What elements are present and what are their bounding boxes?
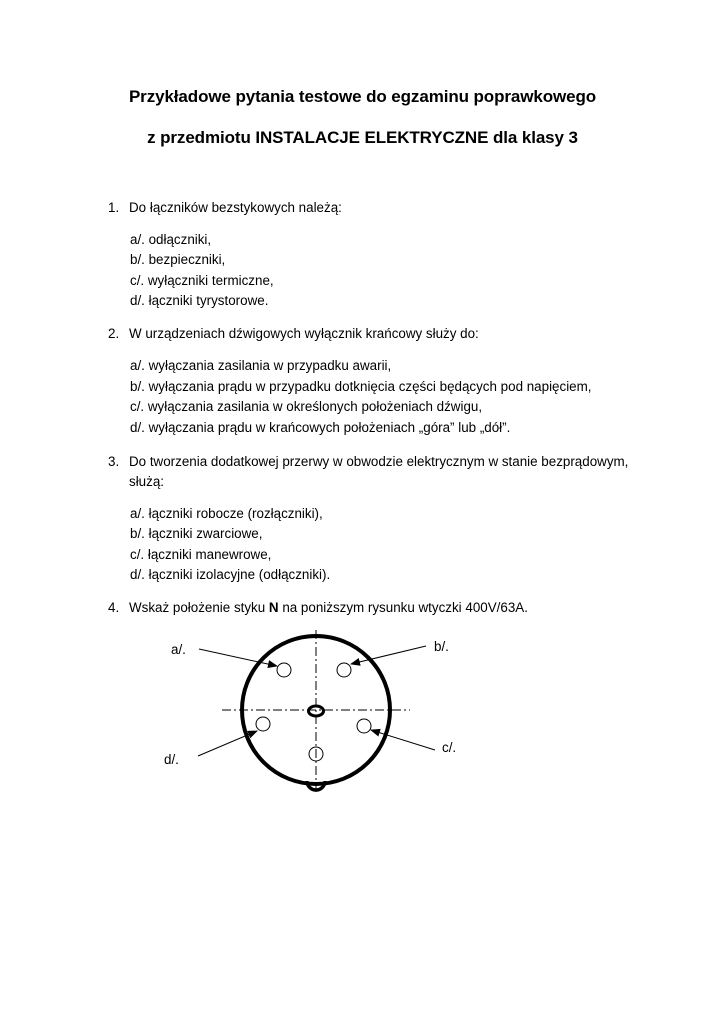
option-b: b/. bezpieczniki, — [130, 252, 226, 267]
option-a: a/. wyłączania zasilania w przypadku awarii, — [130, 358, 392, 373]
option-d: d/. łączniki izolacyjne (odłączniki). — [130, 567, 331, 582]
question-number: 4. — [108, 600, 120, 615]
title-line-2: z przedmiotu INSTALACJE ELEKTRYCZNE dla klasy 3 — [147, 128, 578, 147]
option-c: c/. wyłączniki termiczne, — [130, 273, 274, 288]
label-a: a/. — [171, 642, 186, 657]
pin-c — [357, 719, 371, 733]
option-a: a/. odłączniki, — [130, 232, 212, 247]
question-text: W urządzeniach dźwigowych wyłącznik krańcowy służy do: — [129, 326, 479, 341]
label-b: b/. — [434, 639, 449, 654]
question-text-line-1: Do tworzenia dodatkowej przerwy w obwodzie elektrycznym w stanie bezprądowym, — [129, 454, 629, 469]
option-b: b/. wyłączania prądu w przypadku dotknięcia części będących pod napięciem, — [130, 379, 592, 394]
option-c: c/. wyłączania zasilania w określonych położeniach dźwigu, — [130, 399, 483, 414]
question-number: 2. — [108, 326, 120, 341]
label-c: c/. — [442, 740, 457, 755]
option-b: b/. łączniki zwarciowe, — [130, 526, 263, 541]
question-text-before: Wskaż położenie styku — [129, 600, 269, 615]
option-d: d/. łączniki tyrystorowe. — [130, 293, 269, 308]
pin-d — [256, 717, 270, 731]
pin-b — [337, 663, 351, 677]
arrow-b — [351, 646, 426, 664]
question-text-bold: N — [268, 600, 279, 615]
question-text-line-2: służą: — [129, 474, 164, 489]
question-text: Do łączników bezstykowych należą: — [129, 200, 342, 215]
option-d: d/. wyłączania prądu w krańcowych położeniach „góra” lub „dół”. — [130, 420, 511, 435]
question-text-after: na poniższym rysunku wtyczki 400V/63A. — [278, 600, 528, 615]
question-text — [129, 601, 528, 614]
label-d: d/. — [164, 752, 179, 767]
title-line-1: Przykładowe pytania testowe do egzaminu poprawkowego — [128, 87, 597, 106]
pin-a — [277, 663, 291, 677]
option-c: c/. łączniki manewrowe, — [130, 547, 272, 562]
question-number: 3. — [108, 454, 120, 469]
question-number: 1. — [108, 200, 120, 215]
plug-diagram — [140, 625, 480, 800]
option-a: a/. łączniki robocze (rozłączniki), — [130, 506, 323, 521]
